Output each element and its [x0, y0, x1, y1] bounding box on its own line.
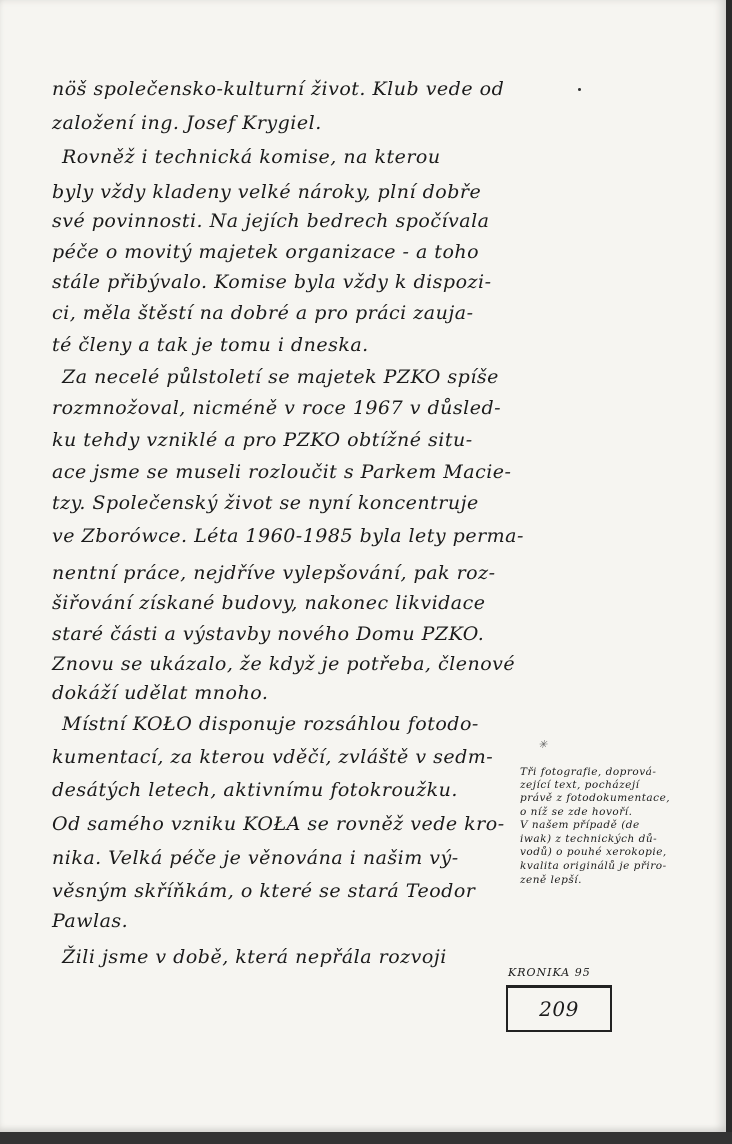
text-line: Pawlas.: [52, 910, 129, 932]
text-line: ku tehdy vzniklé a pro PZKO obtížné situ-: [52, 429, 473, 451]
text-line: nöš společensko-kulturní život. Klub vede od: [52, 78, 505, 100]
asterisk-mark-icon: ✳: [538, 738, 548, 751]
text-line: Znovu se ukázalo, že když je potřeba, členové: [52, 653, 516, 675]
note-line: zející text, pocházejí: [520, 779, 640, 791]
scan-edge-bottom: [0, 1132, 732, 1144]
scan-edge-right: [726, 0, 732, 1144]
text-line: nentní práce, nejdříve vylepšování, pak roz-: [52, 562, 496, 584]
text-line: své povinnosti. Na jejích bedrech spočívala: [52, 210, 490, 232]
text-line: ace jsme se museli rozloučit s Parkem Macie-: [52, 461, 512, 483]
ink-dot: [578, 88, 581, 91]
page-number-box: [506, 985, 612, 1032]
text-line: dokáží udělat mnoho.: [52, 682, 269, 704]
text-line: Od samého vzniku KOŁA se rovněž vede kro-: [52, 813, 505, 835]
text-line: stále přibývalo. Komise byla vždy k dispozi-: [52, 271, 492, 293]
text-line: nika. Velká péče je věnována i našim vý-: [52, 847, 459, 869]
text-line: založení ing. Josef Krygiel.: [52, 112, 322, 134]
note-line: o níž se zde hovoří.: [520, 806, 633, 818]
text-line: ci, měla štěstí na dobré a pro práci zauja-: [52, 302, 474, 324]
note-line: Tři fotografie, doprová-: [520, 766, 657, 778]
note-line: zeně lepší.: [520, 874, 582, 886]
text-line: byly vždy kladeny velké nároky, plní dobře: [52, 181, 482, 203]
note-line: V našem případě (de: [520, 819, 640, 831]
text-line: Rovněž i technická komise, na kterou: [62, 146, 441, 168]
note-line: kvalita originálů je přiro-: [520, 860, 667, 872]
text-line: tzy. Společenský život se nyní koncentruje: [52, 492, 479, 514]
page-number: 209: [539, 997, 579, 1021]
note-line: vodů) o pouhé xerokopie,: [520, 846, 667, 858]
text-line: péče o movitý majetek organizace - a toho: [52, 241, 480, 263]
text-line: Místní KOŁO disponuje rozsáhlou fotodo-: [62, 713, 479, 735]
text-line: desátých letech, aktivnímu fotokroužku.: [52, 779, 458, 801]
text-line: kumentací, za kterou vděčí, zvláště v sedm-: [52, 746, 494, 768]
text-line: rozmnožoval, nicméně v roce 1967 v důsled-: [52, 397, 502, 419]
note-line: právě z fotodokumentace,: [520, 792, 671, 804]
text-line: Žili jsme v době, která nepřála rozvoji: [62, 946, 447, 968]
note-line: iwak) z technických dů-: [520, 833, 658, 845]
text-line: ve Zborówce. Léta 1960-1985 byla lety perma-: [52, 525, 524, 547]
text-line: šiřování získané budovy, nakonec likvidace: [52, 592, 486, 614]
text-line: věsným skříňkám, o které se stará Teodor: [52, 880, 476, 902]
chronicle-label: KRONIKA 95: [508, 966, 591, 979]
text-line: staré části a výstavby nového Domu PZKO.: [52, 623, 485, 645]
text-line: té členy a tak je tomu i dneska.: [52, 334, 369, 356]
text-line: Za necelé půlstoletí se majetek PZKO spíše: [62, 366, 499, 388]
